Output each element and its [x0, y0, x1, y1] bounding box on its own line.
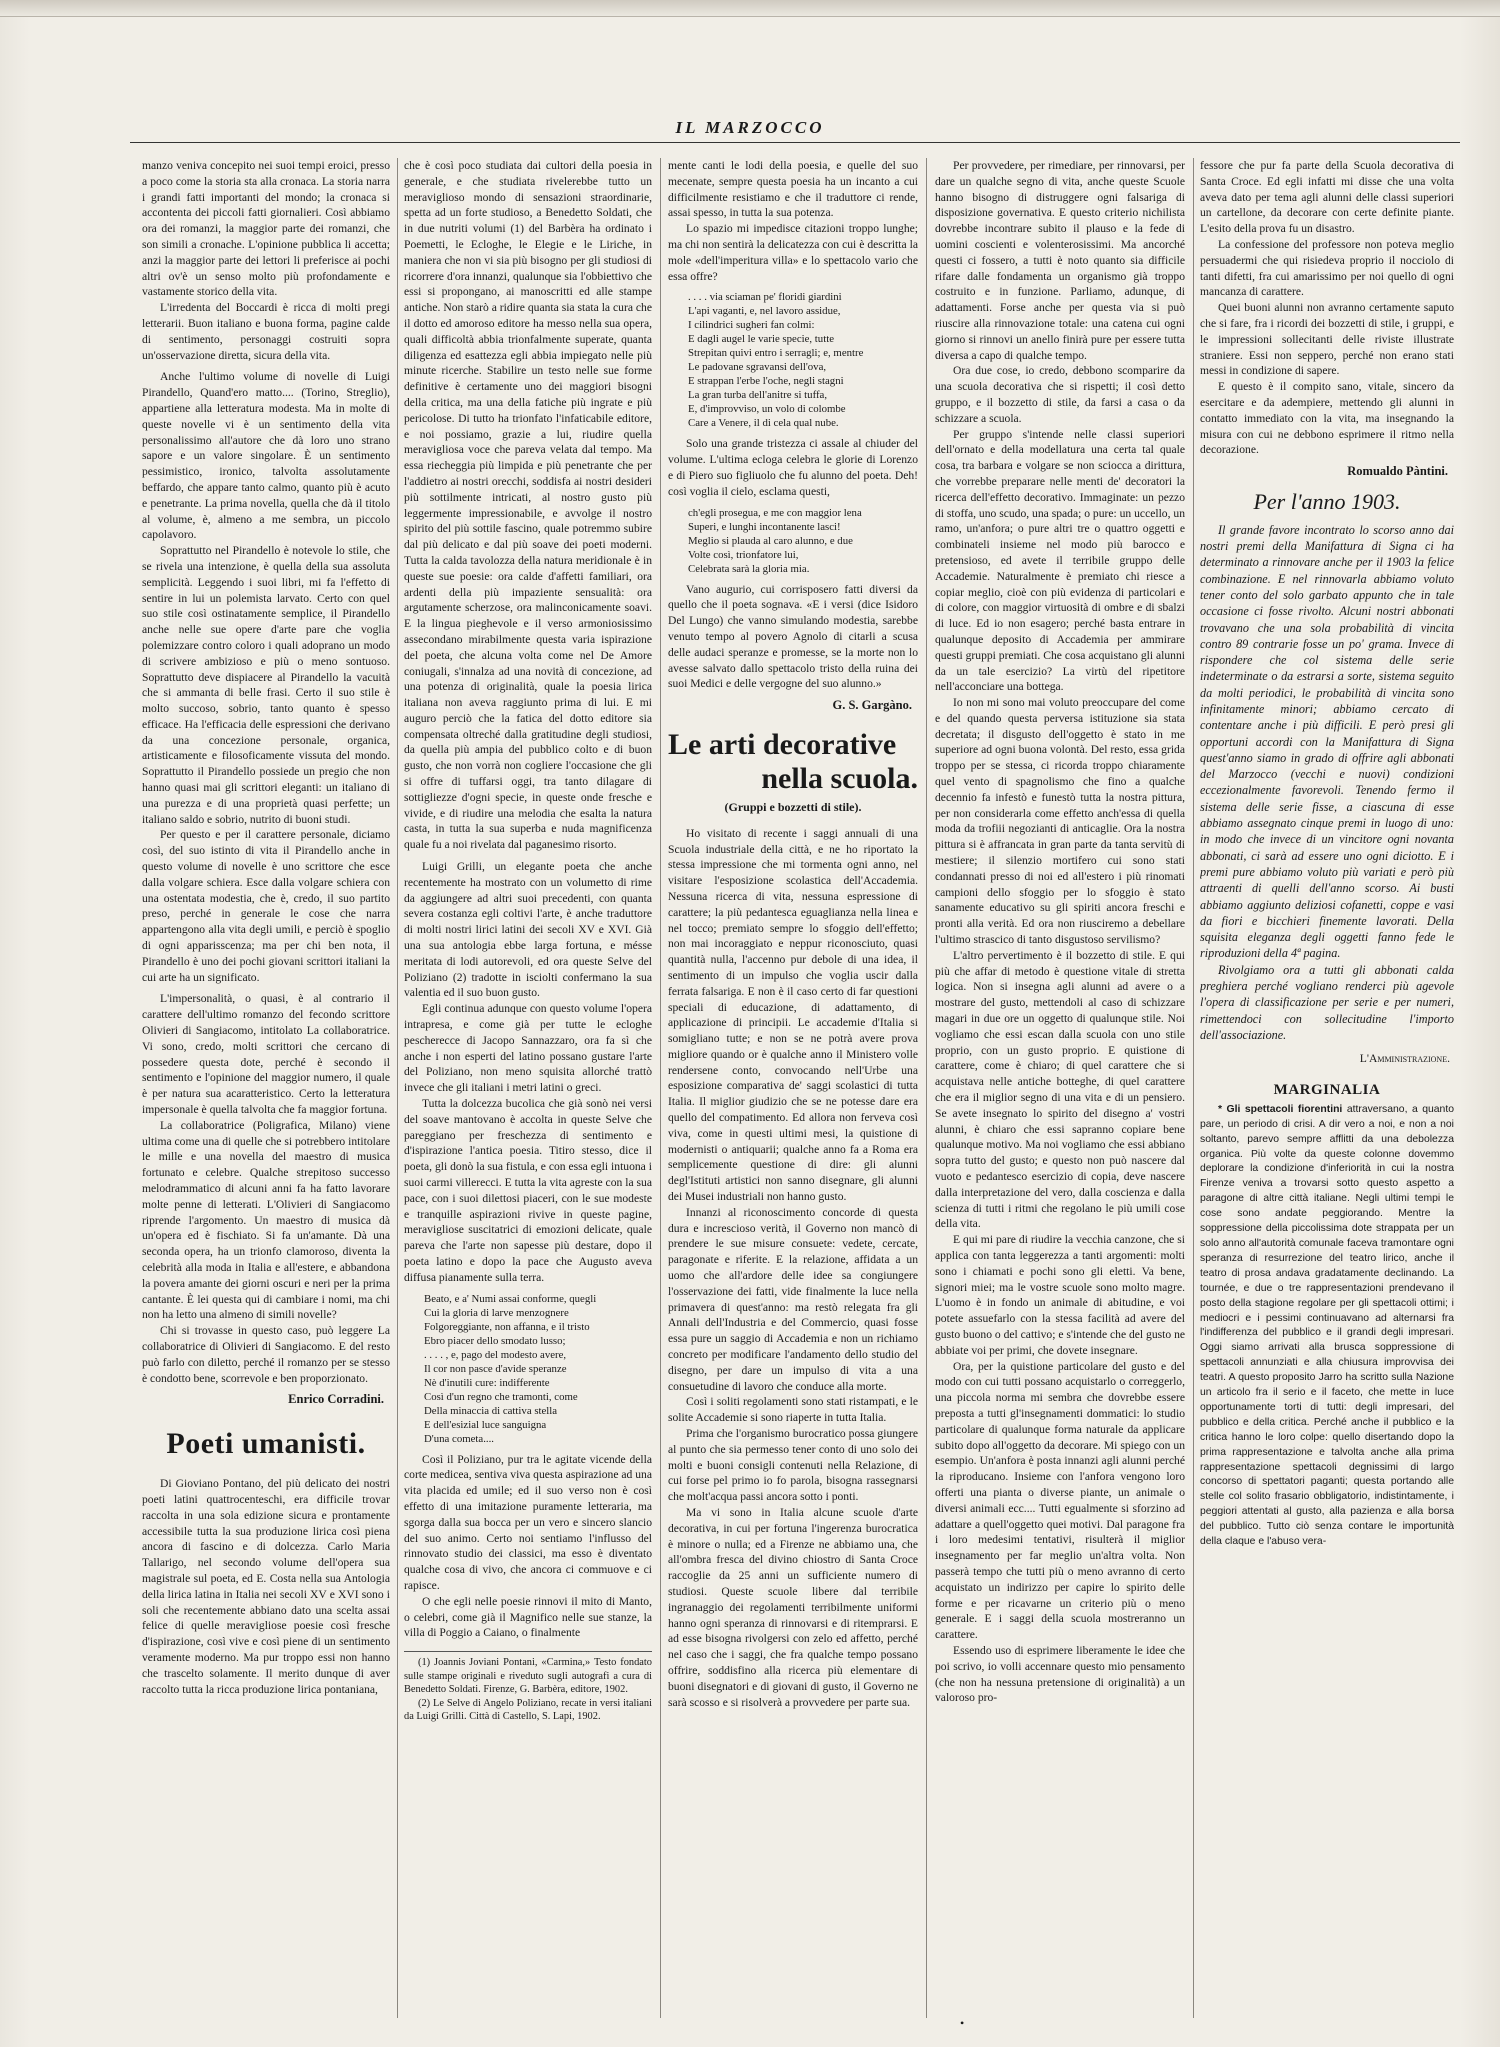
verse-quotation: [688, 506, 918, 576]
paragraph: Ora, per la quistione particolare del gusto e del modo con cui tutti possano acquistarlo o correggerlo, una piccola norma mi sembra che dovrebbe essere preposta a tutti gl'insegnamenti dommatici: lo studio particolare di qualunque forma naturale da applicare subito dopo all'oggetto da decorare. Mi spiego con un esempio. Un'anfora è posta innanzi agli alunni perché la riproducano. Insieme con l'anfora vengono loro offerti una pianta o diverse piante, un animale o diversi animali ecc.... Tutti egualmente si sforzino ad adattare a quell'oggetto quei motivi. Dal paragone fra i loro medesimi tentativi, risulterà il miglior insegnamento per far meglio un'altra volta. Non passerà tempo che tutti più o meno avranno di certo acquistato un indirizzo per capire lo spirito delle forme e per ricavarne un criterio più o meno generale. E i saggi della scuola mostreranno un carattere.: [935, 1359, 1185, 1642]
paragraph: Quei buoni alunni non avranno certamente saputo che si fare, fra i ricordi dei bozzetti di stile, i gruppi, e le impressioni sollecitanti delle riviste illustrate straniere. Essi non seppero, perché non erano stati messi in condizione di sapere.: [1200, 301, 1454, 378]
paragraph: La confessione del professore non poteva meglio persuadermi che qui risiedeva proprio il nocciolo di tanti difetti, fra cui amarissimo per noi quello di ogni mancanza di carattere.: [1200, 237, 1454, 299]
paragraph: Egli continua adunque con questo volume l'opera intrapresa, e come già per tutte le ecloghe pescherecce di Jacopo Sannazzaro, ora fa sì che anche i non esperti del latino possano gustare l'arte del Poliziano, non meno squisita allorché trattò invece che gli italiani i metri latini o greci.: [404, 1002, 652, 1095]
article-title-line: Le arti decorative: [668, 727, 897, 761]
paragraph: O che egli nelle poesie rinnovi il mito di Manto, o celebri, come già il Magnifico nelle sue stanze, la villa di Poggio a Caiano, o finalmente: [404, 1594, 652, 1640]
paragraph: La collaboratrice (Poligrafica, Milano) viene ultima come una di quelle che si potrebbero intitolare le mille e una novella del maestro di musica fortunato e celebre. Qualche strepitoso successo melodrammatico di alcuni anni fa ha fatto lavorare molte penne di letterati. L'Olivieri di Sangiacomo riprende l'argomento. Un maestro di musica dà un'opera ed è fischiato. Si fa un'amante. Dà una seconda opera, ha un trionfo clamoroso, diventa la celebrità alla moda in Italia e all'estere, e abbandona la povera amante dei giorni oscuri e neri per la prima cantante. È lei questa qui di cambiare i nomi, ma chi non ha letto una almeno di simili novelle?: [142, 1118, 390, 1322]
column-rule: [1193, 158, 1194, 2018]
section-title: MARGINALIA: [1273, 1082, 1381, 1099]
verse-line: E dell'esizial luce sanguigna: [424, 1418, 547, 1431]
paragraph: Chi si trovasse in questo caso, può leggere La collaboratrice di Olivieri di Sangiacomo. E del resto può farlo con diletto, perché il romanzo per se stesso è condotto bene, scorrevole e ben proporzionato.: [142, 1324, 390, 1385]
verse-line: Della minaccia di cattiva stella: [424, 1404, 558, 1417]
verse-line: Il cor non pasce d'avide speranze: [424, 1362, 567, 1375]
paragraph: Ma vi sono in Italia alcune scuole d'arte decorativa, in cui per fortuna l'ingerenza burocratica è minore o nulla; ed a Firenze ne abbiamo una, che all'ombra fresca del divino chiostro di Santa Croce raccoglie da 25 anni un sufficiente numero di studiosi. Queste scuole libere dal terribile ingranaggio dei regolamenti terribilmente uniformi hanno ogni speranza di rinnovarsi e di ritemprarsi. E ad esse bisogna rivolgersi con zelo ed affetto, perché nel caso che i saggi, che fra qualche tempo possano offrire, soddisfino alla ricerca più elementare di buoni disegnatori e di giovani di gusto, il Governo ne sarà scosso e si risolverà a provvedere per parte sua.: [668, 1506, 918, 1709]
paragraph: Per questo e per il carattere personale, diciamo così, del suo istinto di vita il Pirandello anche in questo volume di novelle è uno scrittore che esce dalla volgare schiera. Esce dalla volgare schiera con una ostentata modestia, che è, credo, il suo partito preso, perché in generale le cose che narra appartengono alla vita degli umili, e perciò è spoglio di ogni apparisscenza; ma per chi ben nota, il Pirandello è uno dei pochi giovani scrittori italiani la cui arte ha un significato.: [142, 828, 390, 984]
paragraph: L'altro pervertimento è il bozzetto di stile. E qui più che affar di metodo è questione vitale di stretta logica. Non si insegna agli alunni ad avere o a mostrare del gusto, mettendoli al caso di schizzare magari in due ore un oggetto di qualunque stile. Noi vogliamo che essi escan dalla scuola con uno stile proprio, con un gusto proprio. E quistione di carattere, come è chiaro; di quel carattere che si acquistava nelle antiche botteghe, di quel carattere che era il miglior segno di una vita e di un pensiero. Se avete insegnato lo spirito del disegno a' vostri alunni, è chiaro che essi sapranno copiare bene qualunque motivo. Ma noi vogliamo che essi abbiano sopra tutto del gusto; e questo non può nascere dal vuoto e pedantesco esercizio di copia, deve nascere dalla interpretazione del vero, dalla coscienza e dalla scienza di tutti i ritmi che regolano le più umili cose della vita.: [935, 948, 1185, 1231]
running-title: IL MARZOCCO: [675, 118, 825, 137]
paragraph: Così il Poliziano, pur tra le agitate vicende della corte medicea, sentiva viva questa aspirazione ad una vita placida ed umile; ed il suo verso non è così effetto di una imitazione puramente letteraria, ma sgorga dalla sua bocca per un vero e sincero slancio del suo animo. Certo noi sentiamo l'influsso del rinnovato studio dei classici, ma esso è diventato qualche cosa di vivo, che ancora ci commuove e ci rapisce.: [404, 1452, 652, 1592]
verse-line: Beato, e a' Numi assai conforme, quegli: [424, 1292, 597, 1305]
column-rule: [660, 158, 661, 2018]
article-title-line: nella scuola.: [761, 761, 918, 795]
administration-signature: L'Amministrazione.: [1359, 1052, 1450, 1066]
author-signature: G. S. Gargàno.: [832, 698, 912, 713]
marginalia-section: [1200, 1103, 1454, 1550]
verse-line: Folgoreggiante, non affanna, e il tristo: [424, 1320, 590, 1333]
column-2: [404, 158, 652, 2028]
verse-line: Cui la gloria di larve menzognere: [424, 1306, 569, 1319]
header-rule: [130, 142, 1460, 143]
marginalia-lead: * Gli spettacoli fiorentini: [1218, 1103, 1343, 1115]
footnote: (1) Joannis Joviani Pontani, «Carmina,» Testo fondato sulle stampe originali e riveduto sugli autografi a cura di Benedetto Soldati. Firenze, G. Barbèra, editore, 1902.: [404, 1657, 652, 1696]
paragraph: fessore che pur fa parte della Scuola decorativa di Santa Croce. Ed egli infatti mi disse che una volta aveva dato per tema agli alunni delle classi superiori un cartellone, da decorare con certe definite piante. L'esito della prova fu un disastro.: [1200, 159, 1454, 236]
verse-line: Le padovane sgravansi dell'ova,: [688, 361, 827, 374]
author-signature: Romualdo Pàntini.: [1347, 464, 1448, 479]
paragraph: L'irredenta del Boccardi è ricca di molti pregi letterarii. Buon italiano e buona forma, pagine calde di sentimento, personaggi costruiti sopra un'osservazione diretta, sicura della vita.: [142, 301, 390, 362]
verse-line: Care a Venere, il di cela qual nube.: [688, 417, 839, 430]
paragraph: Vano augurio, cui corrisposero fatti diversi da quello che il poeta sognava. «E i versi (dice Isidoro Del Lungo) che vanno simulando modestia, sarebbe venuto tempo al povero Agnolo di citarli a scusa delle audaci speranze e promesse, se la morte non lo avesse salvato dallo spettacolo tristo della ruina dei suoi Medici e delle vergogne del suo alunno.»: [668, 582, 918, 691]
paragraph: Lo spazio mi impedisce citazioni troppo lunghe; ma chi non sentirà la delicatezza con cui è descritta la mole «dell'imperitura villa» e lo spettacolo vario che essa offre?: [668, 222, 918, 283]
column-5: [1200, 158, 1454, 2028]
paragraph: E qui mi pare di riudire la vecchia canzone, che si applica con tanta leggerezza a tanti argomenti: molti sono i chiamati e pochi sono gli eletti. Va bene, signori miei; ma le vostre scuole sono molto magre. L'uomo è in fondo un animale di abitudine, e voi potete assuefarlo con la stessa facilità ad avere del gusto buono o del cattivo; e s'intende che del gusto ne abbiate voi per primi, che dovete insegnare.: [935, 1233, 1185, 1357]
verse-line: D'una cometa....: [424, 1432, 495, 1445]
verse-quotation: [424, 1292, 652, 1446]
paragraph: Prima che l'organismo burocratico possa giungere al punto che sia permesso tener conto di uno solo dei molti e buoni consigli contenuti nella Relazione, di cui forse pel primo io fo parola, bisogna rassegnarsi che molt'acqua passi ancora sotto i ponti.: [668, 1427, 918, 1504]
paragraph: manzo veniva concepito nei suoi tempi eroici, presso a poco come la storia sta alla cronaca. La storia narra i grandi fatti importanti del mondo; la cronaca si accontenta dei piccoli fatti giornalieri. Così abbiamo ora dei romanzi, la maggior parte dei romanzi, che son simili a cronache. L'opinione pubblica li accetta; anzi la maggior parte dei lettori li preferisce ai pochi altri ov'è un senso molto più profondamente e vastamente storico della vita.: [142, 159, 390, 299]
paragraph: Solo una grande tristezza ci assale al chiuder del volume. L'ultima ecloga celebra le glorie di Lorenzo e di Piero suo figliuolo che fu alunno del poeta. Deh! così voglia il cielo, esclama questi,: [668, 437, 918, 498]
paragraph: Rivolgiamo ora a tutti gli abbonati calda preghiera perché vogliano renderci più agevole l'opera di classificazione per serie e per numeri, rimettendoci con sollecitudine l'importo dell'associazione.: [1200, 962, 1454, 1042]
article-title: Poeti umanisti.: [166, 1427, 366, 1461]
verse-line: Celebrata sarà la gloria mia.: [688, 562, 810, 575]
verse-line: Meglio si plauda al caro alunno, e due: [688, 534, 853, 547]
footnote: (2) Le Selve di Angelo Poliziano, recate in versi italiani da Luigi Grilli. Città di Castello, S. Lapi, 1902.: [404, 1697, 652, 1723]
verse-line: La gran turba dell'anitre si tuffa,: [688, 389, 828, 402]
verse-line: Così d'un regno che tramonti, come: [424, 1390, 578, 1403]
verse-line: Strepitan quivi entro i serragli; e, mentre: [688, 347, 864, 360]
paragraph: Per provvedere, per rimediare, per rinnovarsi, per dare un qualche segno di vita, anche queste Scuole hanno bisogno di distruggere ogni falsariga di disposizione governativa. E questo criterio nichilista dovrebbe incontrare subito il plauso e la fede di uomini coscienti e volenterosissimi. Ma ancorché questi ci fossero, a tutti è noto quanto sia difficile rifare dalle fondamenta un organismo già troppo costruito e in funzione. Parliamo, adunque, di adattamenti. Forse anche per questa via si può riuscire alla rinnovazione totale: una catena cui ogni giorno si rinnovi un anello finirà pure per essere tutta diversa a capo di qualche tempo.: [935, 159, 1185, 362]
verse-line: ch'egli prosegua, e me con maggior lena: [688, 506, 862, 519]
verse-line: . . . . via sciaman pe' floridi giardini: [688, 291, 842, 304]
paragraph: Anche l'ultimo volume di novelle di Luigi Pirandello, Quand'ero matto.... (Torino, Streglio), appartiene alla letteratura modesta. Ma in molte di queste novelle vi è un sentimento della vita personalissimo all'autore che dà loro uno strano sapore e un valore singolare. È un sentimento pessimistico, ironico, talvolta assolutamente beffardo, che appare tanto calmo, quanto più è acuto e penetrante. La prima novella, quella che dà il titolo al volume, è, almeno a me sembra, un piccolo capolavoro.: [142, 370, 390, 542]
column-rule: [397, 158, 398, 2018]
paragraph: Innanzi al riconoscimento concorde di questa dura e increscioso verità, il Governo non mancò di prendere le sue misure consuete: vedete, cercate, paragonate e riferite. E la relazione, affidata a un uomo che all'ardore delle idee sa congiungere l'osservazione dei fatti, vide finalmente la luce nella primavera di quest'anno: ma restò relegata fra gli Annali dell'Industria e del Commercio, quasi fosse essa pure un saggio di Accademia e non un richiamo concreto per modificare l'andamento dello studio del disegno, per dare un impulso di vita a una consuetudine di lavoro che conduce alla morte.: [668, 1205, 918, 1393]
paragraph: Per gruppo s'intende nelle classi superiori dell'ornato e della modellatura una certa tal quale cosa, tra barbara e volgare se non sciocca a dirittura, che vorrebbe preparare nelle menti de' decoratori la ricerca dell'effetto decorativo. Immaginate: un pezzo di stoffa, uno scudo, una spada; o pure: un uccello, un ramo, un'anfora; o pure altri tre o quattro oggetti e combinateli insieme nel modo più barocco e pretensioso, ed avete il terribile gruppo delle Accademie. Naturalmente è premiato chi riesce a copiar meglio, cioè con più evidenza di particolari e di colore, con maggior virtuosità di ombre e di sbalzi di luce. Ed io non esagero; perché basta entrare in qualunque deposito di Accademia per ammirare questi gruppi premiati. Che cosa acquistano gli alunni da un tale esercizio? La virtù del ripetitore nell'acconciare una bottega.: [935, 427, 1185, 694]
verse-line: E, d'improvviso, un volo di colombe: [688, 403, 846, 416]
notice-title: Per l'anno 1903.: [1253, 488, 1401, 514]
column-1: [142, 158, 390, 2028]
paragraph: E questo è il compito sano, vitale, sincero da esercitare e da adempiere, mettendo gli alunni in contatto immediato con la vita, ma insegnando la misura con cui ne debbono esprimere il ritmo nella decorazione.: [1200, 380, 1454, 457]
author-signature: Enrico Corradini.: [288, 1392, 384, 1407]
marginalia-text: attraversano, a quanto pare, un periodo di crisi. A dir vero a noi, e non a noi soltanto, parevo sempre afflitti da una debolezza organica. Più volte da queste colonne dovemmo deplorare la condizione d'inferiorità in cui la nostra Firenze veniva a trovarsi sotto questo aspetto a paragone di altre città italiane. Negli ultimi tempi le cose sono andate peggiorando. Mentre la soppressione della piccolissima dote strappata per un solo anno all'autorità comunale faceva tramontare ogni speranza di resurrezione del teatro lirico, anche il teatro di prosa andava gradatamente declinando. La tournée, e due o tre rappresentazioni prendevano il posto della stagione regolare per gli spettacoli ottimi; i mediocri e i pessimi continuavano ad alternarsi fra l'indifferenza del pubblico e il grandi degli impresari. Oggi siamo arrivati alla brusca soppressione di spettacoli annunziati e alla chiusura improvvisa dei teatri. A questo proposito Jarro ha scritto sulla Nazione un articolo fra il serio e il faceto, che mette in luce opportunamente torti di tutti: degli impresari, del pubblico e della critica. Perché anche il pubblico e la critica hanno le loro colpe: quello disertando dopo la prima rappresentazione e talvolta anche alla prima rappresentazione spettacoli degnissimi di largo concorso di spettatori paganti; questa portando alle stelle col solito frasario obbligatorio, indistintamente, i peggiori attentati al gusto, alla pazienza e alla borsa del pubblico. Tutto ciò senza contare le importunità della claque e l'abuso vera-: [1200, 1103, 1454, 1548]
paragraph: Io non mi sono mai voluto preoccupare del come e del quando questa perversa istituzione sia stata decretata; il disgusto dell'oggetto è stato in me superiore ad ogni buona volontà. Del resto, essa grida troppo per se stessa, ci ricorda troppo chiaramente quel vento di spagnolismo che fino a qualche decennio fa infestò e funestò tutta la nostra pittura, per non considerarla come effetto anch'essa di quella moda da trofiii negozianti di anticaglie. Ora la nostra pittura si è affrancata in gran parte da tanta servitù di mestiere; il silenzio mortifero cui sono stati condannati presso di noi ed all'estero i più rinomati campioni dello sfoggio per lo sfoggio è stato sanamente educativo su gli spiriti ancora freschi e pronti alla verità. Ed ora non riusciremo a debellare l'ultimo strascico di tanto disgustoso servilismo?: [935, 696, 1185, 947]
verse-line: E strappan l'erbe l'oche, negli stagni: [688, 375, 844, 388]
column-rule: [926, 158, 927, 2018]
column-3: [668, 158, 918, 2028]
article-subtitle: (Gruppi e bozzetti di stile).: [724, 799, 862, 814]
page-mark: •: [960, 2016, 965, 2030]
paragraph: Luigi Grilli, un elegante poeta che anche recentemente ha mostrato con un volumetto di rime da aggiungere ad altri suoi precedenti, con quanta severa costanza egli coltivi l'arte, è anche traduttore di molti nostri lirici latini dei secoli XV e XVI. Già una sua antologia ebbe larga fortuna, e mésse meritata di lodi autorevoli, ed ora queste Selve del Poliziano (2) tradotte in isciolti confermano la sua valentia ed il suo buon gusto.: [404, 860, 652, 1000]
verse-line: Nè d'inutili cure: indifferente: [424, 1376, 550, 1389]
paragraph: Così i soliti regolamenti sono stati ristampati, e le solite Accademie si sono riaperte in tutta Italia.: [668, 1395, 918, 1425]
paragraph: mente canti le lodi della poesia, e quelle del suo mecenate, sempre questa poesia ha un incanto a cui difficilmente resistiamo e che il traduttore ci rende, assai spesso, in tutta la sua potenza.: [668, 159, 918, 220]
column-4: [935, 158, 1185, 2028]
article-title: [668, 728, 918, 796]
verse-quotation: [688, 290, 918, 430]
subscription-notice: [1200, 522, 1454, 1044]
paragraph: Di Gioviano Pontano, del più delicato dei nostri poeti latini quattrocenteschi, era difficile trovar raccolta in una sola edizione sicura e prontamente accessibile tutta la sua produzione lirica così piena ancora di fascino e di dolcezza. Carlo Maria Tallarigo, nel secondo volume dell'opera sua magistrale sul poeta, ed E. Costa nella sua Antologia della lirica latina in Italia nei secoli XV e XVI sono i soli che recentemente abbiano dato una scelta assai felice di quelle meravigliose poesie così fresche d'ispirazione, così vive e così piene di un sentimento veramente moderno. Ma pur troppo essi non hanno che trascelto solamente. Il merito dunque di aver raccolto tutta la ricca produzione lirica pontaniana,: [142, 1477, 390, 1696]
page-top-edge: [0, 0, 1500, 17]
paragraph: Tutta la dolcezza bucolica che già sonò nei versi del soave mantovano è accolta in queste Selve che pareggiano per freschezza di sentimento e d'ispirazione l'antica poesia. Titiro stesso, dice il poeta, gli donò la sua fistula, e con essa egli intuona i suoi carmi villerecci. E tutta la vita agreste con la sua pace, con i suoi dilettosi piaceri, con le sue modeste e tranquille aspirazioni rivive in queste pagine, meravigliose suscitatrici di emozioni delicate, quale pareva che l'arte non sapesse più destare, dopo il poeta latino e dopo la pace che Augusto aveva diffusa pianamente sulla terra.: [404, 1097, 652, 1284]
verse-line: L'api vaganti, e, nel lavoro assidue,: [688, 305, 841, 318]
paragraph: Essendo uso di esprimere liberamente le idee che poi scrivo, io volli accennare questo mio pensamento (che non ha nessuna pretensione di originalità) a un valoroso pro-: [935, 1643, 1185, 1705]
verse-line: I cilindrici sugheri fan colmi:: [688, 319, 815, 332]
verse-line: Volte così, trionfatore lui,: [688, 548, 799, 561]
verse-line: . . . . , e, pago del modesto avere,: [424, 1348, 567, 1361]
paragraph: L'impersonalità, o quasi, è al contrario il carattere dell'ultimo romanzo del fecondo scrittore Olivieri di Sangiacomo, intitolato La collaboratrice. Vi sono, credo, molti scrittori che cercano di possedere questa dote, perché è secondo il sentimento e l'opinione del maggior numero, il quale è per natura sua acaratteristico. Certo la letteratura impersonale è quella talvolta che fa maggior fortuna.: [142, 992, 390, 1117]
footnotes: [404, 1651, 652, 1724]
paragraph: Il grande favore incontrato lo scorso anno dai nostri premi della Manifattura di Signa ci ha determinato a rinnovare anche per il 1903 la felice combinazione. E nel rinnovarla abbiamo voluto tener conto del solo garbato appunto che in tale occasione ci fosse rivolto. Alcuni nostri abbonati trovavano che una sola probabilità di vincita contro 89 contrarie fosse un po' grama. Invece di rispondere che col sistema delle serie indeterminate o da estrarsi a sorte, sistema seguito da molti periodici, le probabilità di vincita sono infinitamente minori; abbiamo cercato di contentare anche i più difficili. E però presi gli opportuni accordi con la Manifattura di Signa quest'anno siamo in grado di offrire agli abbonati del Marzocco (vecchi e nuovi) condizioni eccezionalmente favorevoli. Tenendo fermo il sistema delle serie fisse, a ciascuna di esse abbiamo assegnato cinque premi in luogo di uno: in modo che invece di un vincitore ogni novanta abbonati, ci sarà ad essere uno ogni diciotto. E i premi pure abbiamo voluto più variati e però più attraenti di quelli dell'anno scorso. Ai busti abbiamo aggiunto deliziosi cofanetti, coppe e vasi da fiori e bicchieri finemente lavorati. Della squisita eleganza degli oggetti fanno fede le riproduzioni della 4ª pagina.: [1200, 522, 1454, 961]
paragraph: che è così poco studiata dai cultori della poesia in generale, e che studiata rivelerebbe tutto un meraviglioso mondo di sensazioni straordinarie, spetta ad un forte studioso, a Benedetto Soldati, che in due nutriti volumi (1) del Barbèra ha ordinato i Poemetti, le Ecloghe, le Elegie e le Liriche, in maniera che non vi sia più bisogno per gli studiosi di ricorrere d'ora innanzi, qualunque sia l'obbiettivo che essi si propongano, ai manoscritti ed alle stampe antiche. Non starò a ridire quanta sia stata la cura che il dotto ed amoroso editore ha messo nella sua opera, quali difficoltà abbia trionfalmente superate, quanta diligenza ed esattezza egli abbia impiegato nelle più minute ricerche. Stabilire un testo nelle sue forme definitive è certamente uno dei maggiori bisogni della critica, ma una della fatiche più ingrate e più pericolose. Di tutto ha trionfato l'infaticabile editore, e noi possiamo, grazie a lui, riudire quella meravigliosa voce che pareva velata dal tempo. Ma essa riecheggia più limpida e più penetrante che per l'addietro ai nostri orecchi, soddisfa ai nostri desideri più sottilmente intricati, al nostro gusto più leggermente impressionabile, e avvolge il nostro spirito del più sottile fascino, quale potremmo subire dal più delicato e dal più soave dei poeti moderni. Tutta la calda tavolozza della natura meridionale è in queste sue poesie: ora calde d'affetti familiari, ora ardenti della più impaziente sensualità: ora argutamente scherzose, ora malinconicamente soavi. E la lingua pieghevole e il verso armoniosissimo assecondano mirabilmente questa varia ispirazione del poeta, che alcuna volta come nel De Amore coniugali, s'innalza ad una novità di concezione, ad una potenza di originalità, quale la poesia lirica italiana non aveva raggiunto prima di lui. E mi auguro perciò che la fatica del dotto editore sia compensata oltreché dalla gratitudine degli studiosi, da quella più ampia del pubblico colto e di buon gusto, che non vorrà non cogliere l'occasione che gli si offre di tuffarsi oggi, tra tanto dilagare di sottigliezze d'ogni specie, in queste onde fresche e vivide, e di riudire una melodia che esalta la natura casta, in tutta la sua superba e nuda magnificenza quale fu a noi rivelata dal paganesimo risorto.: [404, 159, 652, 852]
verse-line: E dagli augel le varie specie, tutte: [688, 333, 834, 346]
paragraph: Soprattutto nel Pirandello è notevole lo stile, che se rivela una intenzione, è quella della sua assoluta semplicità. Leggendo i suoi libri, mi fa l'effetto di sentire in lui un polemista larvato. Certo con quel suo stile così ostinatamente semplice, il Pirandello anche nelle sue opere d'arte pare che voglia polemizzare contro coloro i quali adoprano un modo di scrivere ambizioso e più o meno sontuoso. Soprattutto deve dispiacere al Pirandello la vacuità che si ammanta di belle frasi. Certo il suo stile è molto succoso, sobrio, tanto quanto è spesso efficace. Ha l'efficacia delle espressioni che derivano da una concezione personale, organica, artisticamente e filosoficamente vissuta del mondo. Soprattutto il Pirandello possiede un pregio che non hanno quasi mai gli scrittori eleganti: un italiano di una purezza e di una proprietà quasi perfette; un italiano saldo e sobrio, nutrito di buoni studi.: [142, 544, 390, 826]
verse-line: Superi, e lunghi incontanente lasci!: [688, 520, 841, 533]
verse-line: Ebro piacer dello smodato lusso;: [424, 1334, 566, 1347]
paragraph: Ora due cose, io credo, debbono scomparire da una scuola decorativa che si rispetti; il così detto gruppo, e il bozzetto di stile, da farsi a casa o da schizzare a scuola.: [935, 364, 1185, 425]
paragraph: Ho visitato di recente i saggi annuali di una Scuola industriale della città, e ne ho riportato la stessa impressione che mi tormenta ogni anno, nel visitare l'esposizione scolastica dell'Accademia. Nessuna ricerca di vita, nessuna espressione di carattere; la più pedantesca eguaglianza nella linea e nel tocco; premiato sempre lo sfoggio dell'effetto; non mai incoraggiato e neppur riconosciuto, quasi quantità nulla, l'accenno pur debole di una idea, il sentimento di un impulso che voglia uscir dalla ferrata falsariga. E non è il caso certo di far questioni speciali di educazione, di adattamento, di applicazione di principii. Le accademie d'Italia si somigliano tutte; e non se ne potrà avere prova migliore quando or è qualche anno il Ministero volle rendersene conto, convocando nell'Urbe una esposizione comparativa de' saggi scolastici di tutta Italia. Il miglior giudizio che se ne potesse dare era quello del compatimento. Ed allora non ferveva così viva, come in questi ultimi mesi, la quistione di modernisti o antiquarii; qualche anno fa a Roma era semplicemente questione di dire: gli alunni degl'Istituti artistici non sanno disegnare, gli alunni dei Musei industriali non hanno gusto.: [668, 826, 918, 1204]
